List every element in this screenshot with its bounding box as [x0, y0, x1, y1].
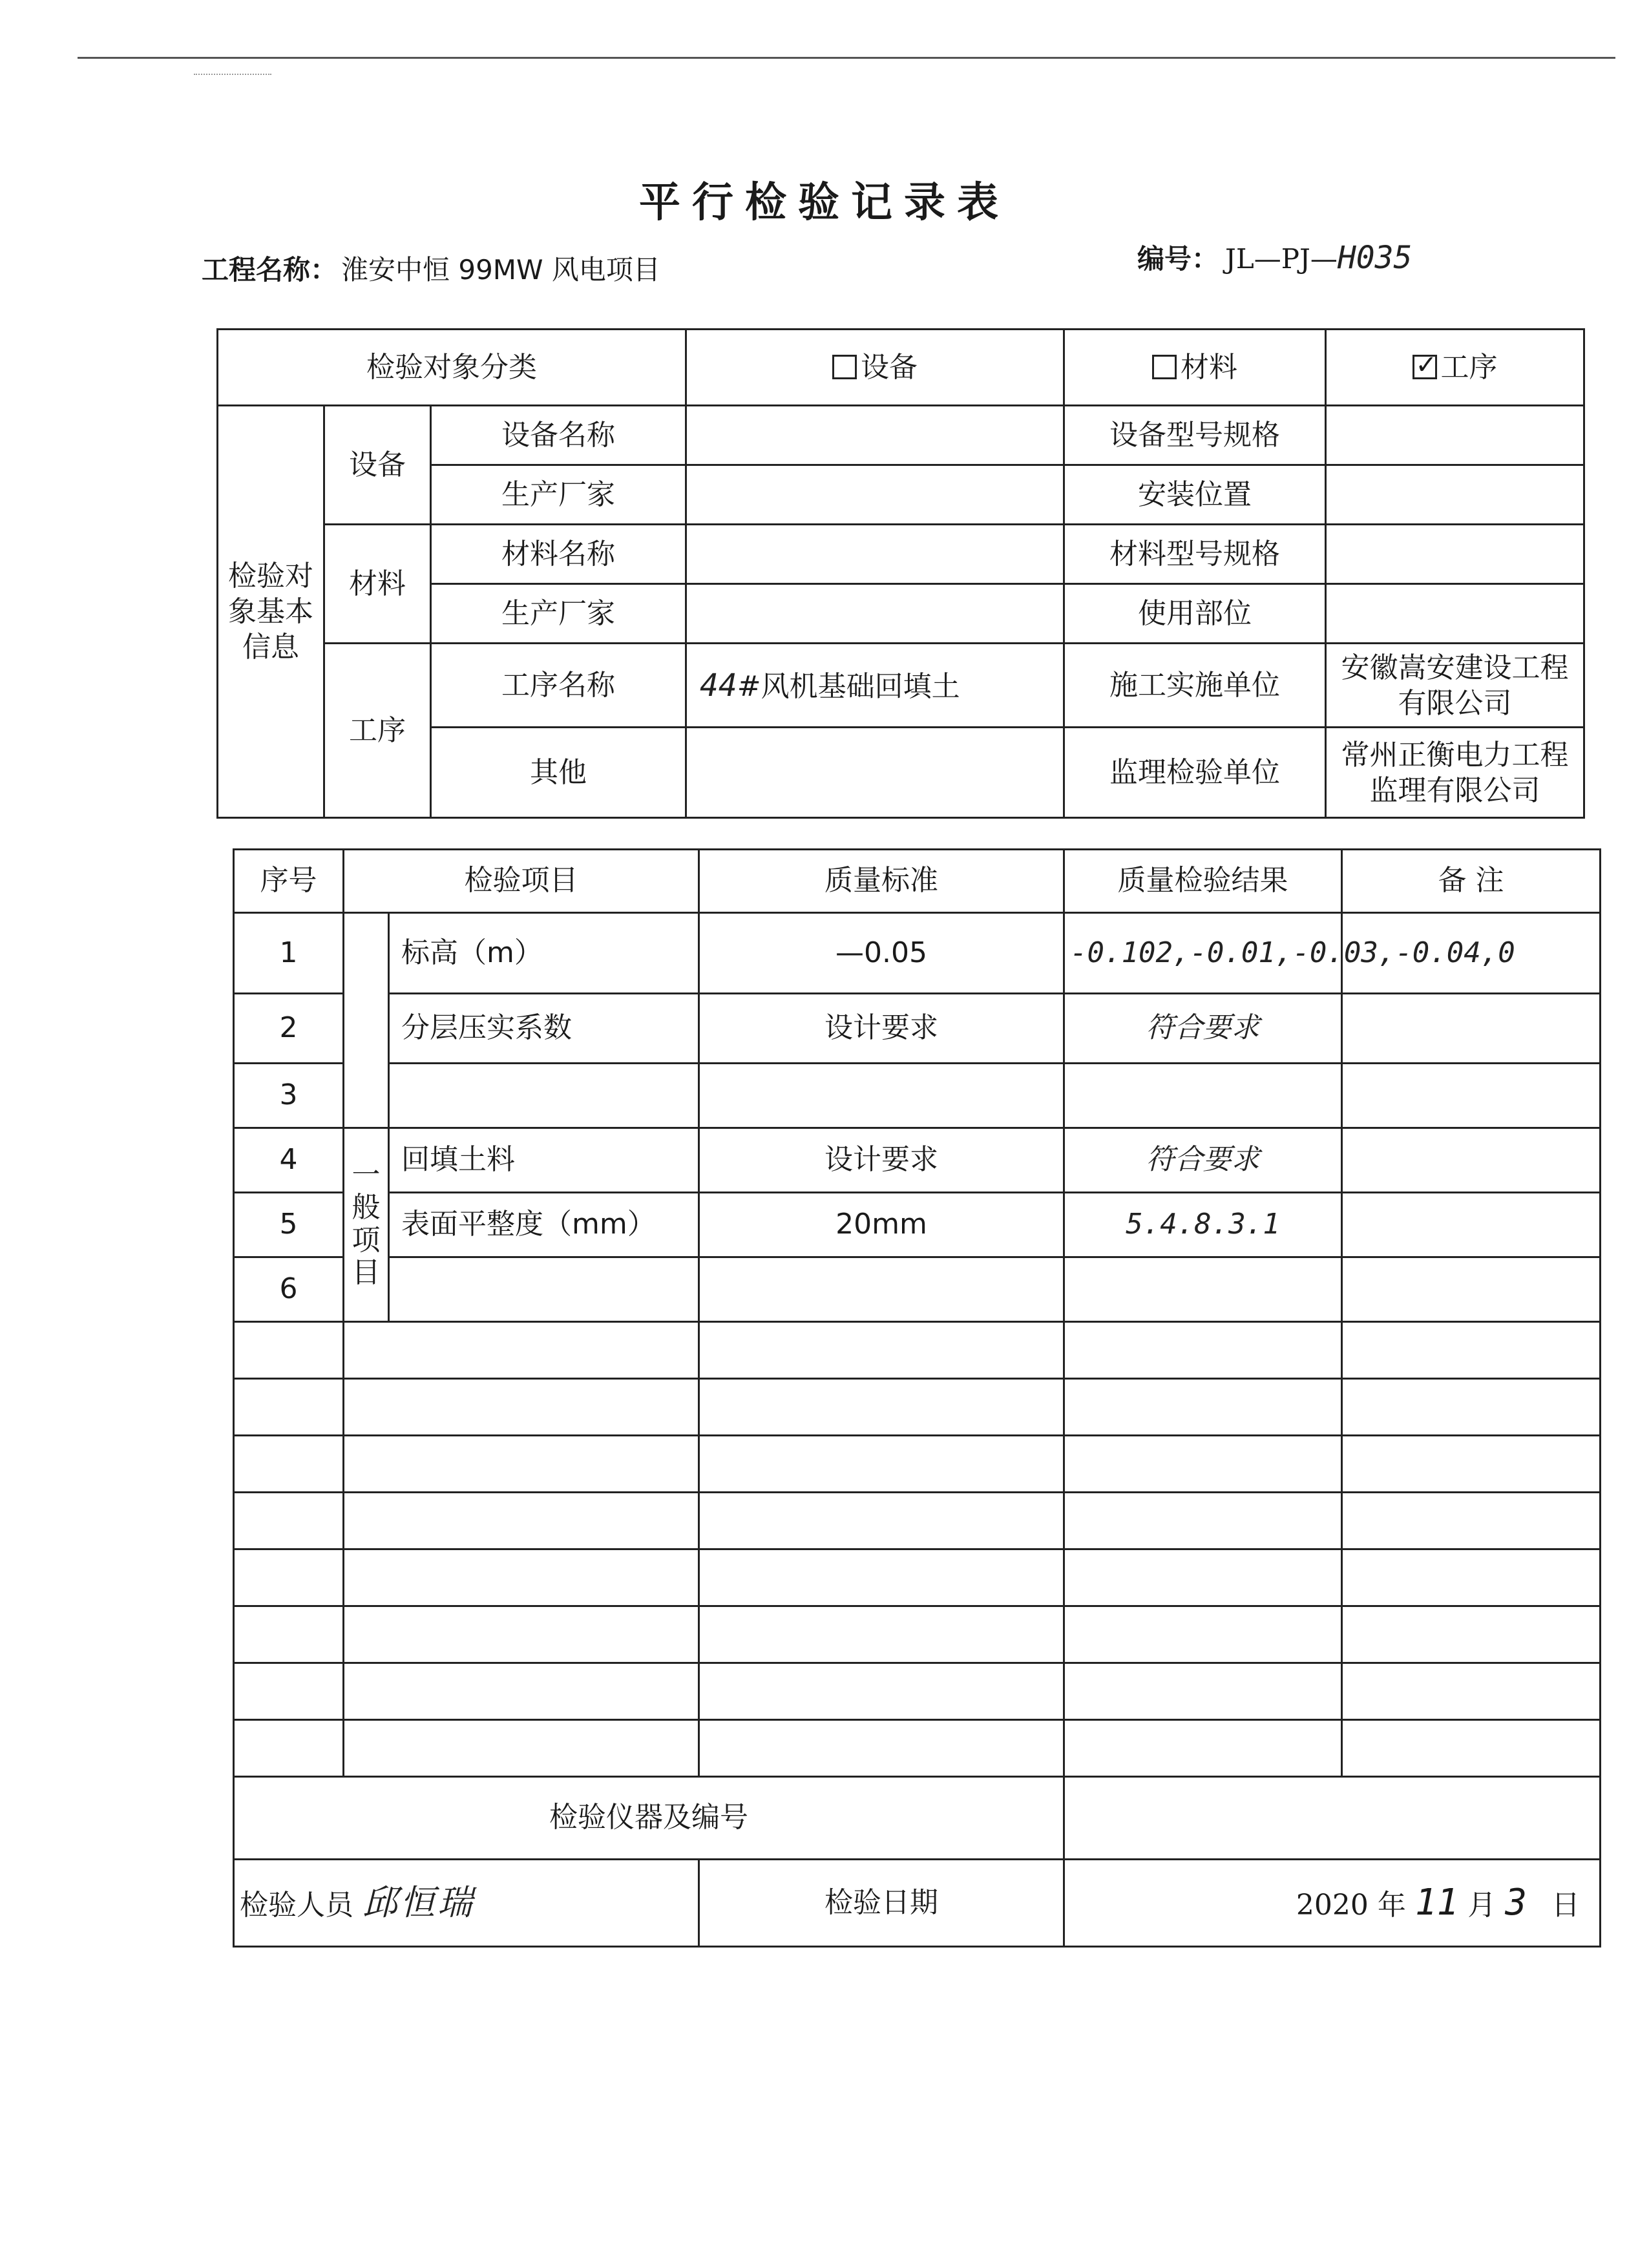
item-no: 2: [234, 994, 344, 1064]
table-row: [234, 994, 1601, 1064]
general-items-text: 一般项目: [352, 1158, 381, 1290]
item-name: 分层压实系数: [389, 994, 699, 1064]
process-group-label: 工序: [324, 644, 431, 818]
header-result: 质量检验结果: [1064, 850, 1342, 913]
process-name-label: 工序名称: [431, 644, 686, 728]
header-item: 检验项目: [344, 850, 699, 913]
other-value: [686, 728, 1064, 818]
date-month-unit: 月: [1467, 1889, 1497, 1922]
item-name: 回填土料: [389, 1128, 699, 1193]
item-remark: [1342, 1064, 1601, 1128]
item-result: [1064, 1257, 1342, 1322]
equipment-name-value: [686, 406, 1064, 465]
item-standard: —0.05: [699, 913, 1064, 994]
inspector-cell: [234, 1860, 699, 1947]
item-result: -0.102,-0.01,-0.03,-0.04,0: [1064, 913, 1342, 994]
scan-top-line: [78, 57, 1615, 59]
material-group-label: 材料: [324, 525, 431, 644]
category-label: 检验对象分类: [218, 330, 686, 406]
item-name: 表面平整度（mm）: [389, 1193, 699, 1257]
process-name-text: #风机基础回填土: [737, 669, 960, 703]
item-remark: [1342, 1257, 1601, 1322]
project-value: 淮安中恒 99MW 风电项目: [341, 254, 660, 286]
record-number: [1137, 238, 1412, 277]
checkbox-equipment[interactable]: [832, 355, 857, 379]
supervisor-value: 常州正衡电力工程监理有限公司: [1326, 728, 1584, 818]
item-no: 1: [234, 913, 344, 994]
constructor-label: 施工实施单位: [1064, 644, 1326, 728]
scan-artifact: [194, 65, 271, 75]
equipment-maker-label: 生产厂家: [431, 465, 686, 525]
basic-info-label: 检验对象基本信息: [218, 406, 324, 818]
item-standard: [699, 1257, 1064, 1322]
table-row: [234, 1257, 1601, 1322]
material-maker-value: [686, 584, 1064, 644]
material-name-value: [686, 525, 1064, 584]
item-standard: 20mm: [699, 1193, 1064, 1257]
equipment-model-label: 设备型号规格: [1064, 406, 1326, 465]
item-standard: 设计要求: [699, 994, 1064, 1064]
inspector-label: 检验人员: [240, 1888, 353, 1922]
equipment-location-value: [1326, 465, 1584, 525]
date-day-unit: 日: [1551, 1889, 1580, 1922]
table-row-empty: [234, 1493, 1601, 1549]
other-label: 其他: [431, 728, 686, 818]
item-standard: [699, 1064, 1064, 1128]
inspector-signature: 邱恒瑞: [362, 1882, 475, 1923]
date-year-unit: 年: [1377, 1889, 1406, 1922]
item-group-blank: [344, 913, 389, 1128]
header-no: 序号: [234, 850, 344, 913]
header-standard: 质量标准: [699, 850, 1064, 913]
date-year: 2020: [1296, 1889, 1369, 1922]
table-row: [234, 1064, 1601, 1128]
item-standard: 设计要求: [699, 1128, 1064, 1193]
table-row-empty: [234, 1379, 1601, 1436]
item-name: 标高（m）: [389, 913, 699, 994]
equipment-group-label: 设备: [324, 406, 431, 525]
material-usage-label: 使用部位: [1064, 584, 1326, 644]
constructor-value: 安徽嵩安建设工程有限公司: [1326, 644, 1584, 728]
material-usage-value: [1326, 584, 1584, 644]
item-remark: [1342, 1193, 1601, 1257]
process-name-handwritten: 44: [700, 667, 737, 704]
code-value: JL—PJ—: [1225, 243, 1338, 275]
item-no: 6: [234, 1257, 344, 1322]
item-no: 5: [234, 1193, 344, 1257]
checkbox-process[interactable]: [1413, 355, 1437, 379]
equipment-location-label: 安装位置: [1064, 465, 1326, 525]
table-row: [234, 913, 1601, 994]
checkbox-material[interactable]: [1152, 355, 1177, 379]
equipment-maker-value: [686, 465, 1064, 525]
date-label: 检验日期: [699, 1860, 1064, 1947]
item-result: [1064, 1064, 1342, 1128]
table-row-empty: [234, 1606, 1601, 1663]
header-remark: 备 注: [1342, 850, 1601, 913]
table-row-empty: [234, 1322, 1601, 1379]
supervisor-label: 监理检验单位: [1064, 728, 1326, 818]
material-maker-label: 生产厂家: [431, 584, 686, 644]
material-model-label: 材料型号规格: [1064, 525, 1326, 584]
item-no: 3: [234, 1064, 344, 1128]
table-row-empty: [234, 1436, 1601, 1493]
item-remark: [1342, 1128, 1601, 1193]
item-remark: [1342, 994, 1601, 1064]
table-row-empty: [234, 1720, 1601, 1777]
item-no: 4: [234, 1128, 344, 1193]
equipment-model-value: [1326, 406, 1584, 465]
table-row: [234, 1193, 1601, 1257]
item-result: 符合要求: [1064, 994, 1342, 1064]
category-option-equipment[interactable]: [686, 330, 1064, 406]
category-option-process[interactable]: [1326, 330, 1584, 406]
inspection-items-table: [233, 848, 1601, 1948]
instrument-label: 检验仪器及编号: [234, 1777, 1064, 1860]
project-label: 工程名称：: [202, 254, 338, 286]
item-result: 符合要求: [1064, 1128, 1342, 1193]
equipment-name-label: 设备名称: [431, 406, 686, 465]
table-row-empty: [234, 1663, 1601, 1720]
page-title: 平行检验记录表: [639, 178, 1010, 227]
code-label: 编号：: [1137, 243, 1219, 275]
date-day: 3: [1505, 1882, 1527, 1924]
item-name: [389, 1064, 699, 1128]
item-result: 5.4.8.3.1: [1064, 1193, 1342, 1257]
process-name-value: [686, 644, 1064, 728]
basic-info-table: [216, 328, 1585, 819]
category-process-label: 工序: [1440, 351, 1498, 384]
category-material-label: 材料: [1181, 351, 1237, 384]
material-name-label: 材料名称: [431, 525, 686, 584]
inspection-date: [1064, 1860, 1601, 1947]
project-name: [202, 249, 660, 288]
table-row: [234, 1128, 1601, 1193]
category-equipment-label: 设备: [861, 351, 918, 384]
code-handwritten: H035: [1337, 240, 1413, 276]
table-row-empty: [234, 1549, 1601, 1606]
general-items-label: [344, 1128, 389, 1322]
category-option-material[interactable]: [1064, 330, 1326, 406]
date-month: 11: [1414, 1882, 1459, 1924]
material-model-value: [1326, 525, 1584, 584]
item-name: [389, 1257, 699, 1322]
instrument-value: [1064, 1777, 1601, 1860]
